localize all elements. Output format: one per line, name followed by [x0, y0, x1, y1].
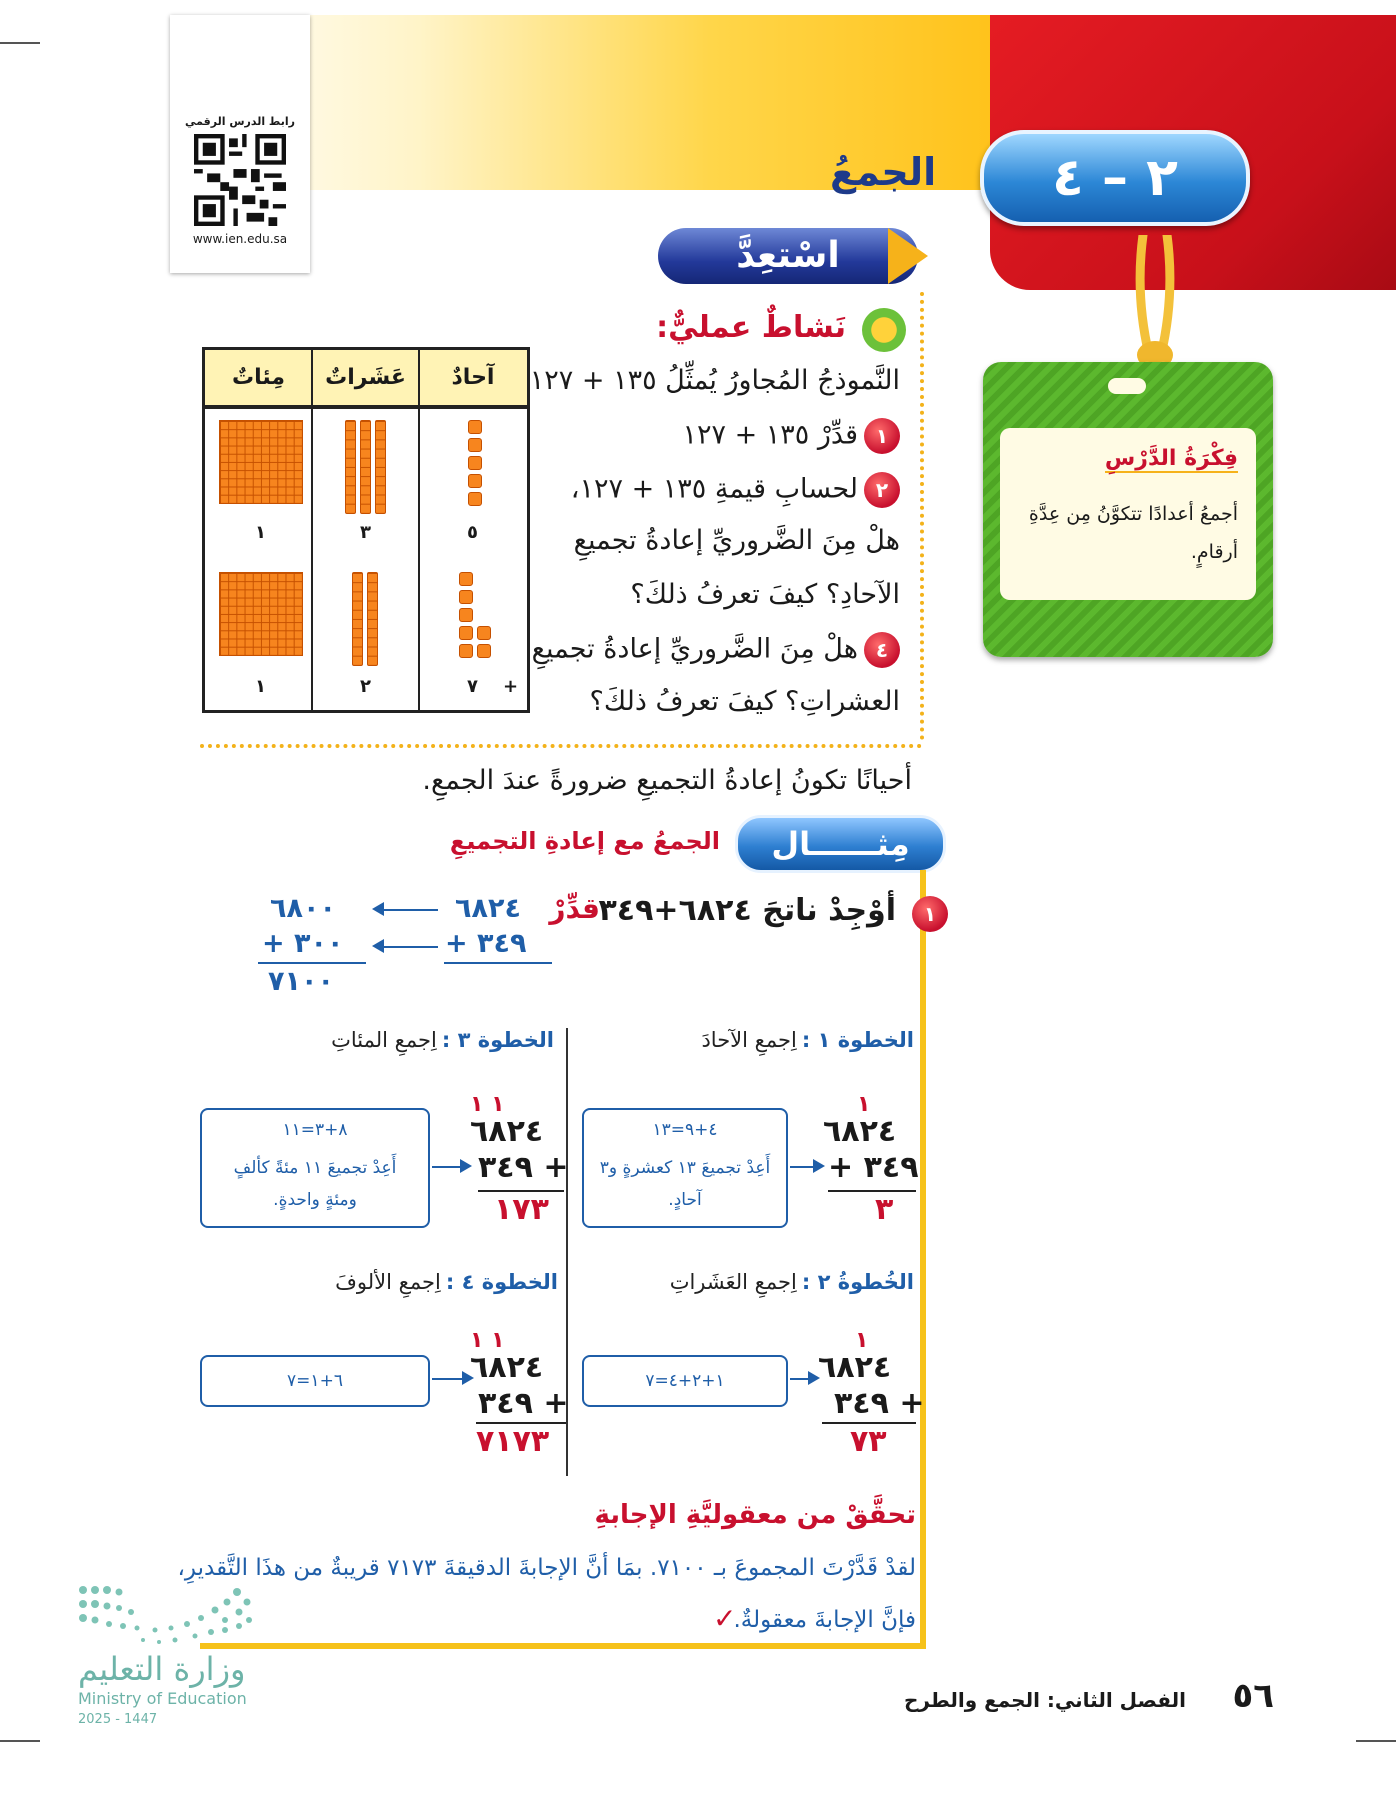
sum-note: ٦+١=٧ [200, 1355, 430, 1407]
activity-line: الآحادِ؟ كيفَ تعرفُ ذلكَ؟ [630, 579, 900, 610]
example-title: الجمعُ مع إعادةِ التجميعِ [449, 827, 720, 855]
lesson-idea-text: أجمعُ أعدادًا تتكوَّنُ مِن عِدَّةِ أرقامٍ. [1028, 503, 1238, 563]
estimate-word: قدِّرْ [549, 892, 600, 925]
count-tens: ٣ [360, 522, 371, 543]
example-banner: مِثــــــال [735, 815, 946, 873]
one-cube [468, 420, 482, 434]
step-3-heading: الخطوة ٣ : اِجمعِ المئاتِ [331, 1028, 554, 1052]
step-1-heading: الخطوة ١ : اِجمعِ الآحادَ [701, 1028, 914, 1052]
rounded-addend: ٦٨٠٠ [270, 893, 336, 924]
page-number: ٥٦ [1232, 1676, 1274, 1716]
carry-digit: ١ [857, 1092, 871, 1117]
arrow-icon [808, 1371, 820, 1385]
addend-top: ٦٨٢٤ [818, 1350, 892, 1385]
activity-line: النَّموذجُ المُجاورُ يُمثِّلُ ١٣٥ + ١٢٧ [529, 365, 900, 396]
check-text: فإنَّ الإجابةَ معقولةٌ. [733, 1607, 916, 1633]
hands-on-icon [862, 308, 906, 352]
addend-top: ٦٨٢٤ [470, 1114, 544, 1149]
qr-url[interactable]: www.ien.edu.sa [192, 232, 288, 246]
qr-label: رابط الدرس الرقمي [185, 115, 295, 128]
step-2-heading: الخُطوةُ ٢ : اِجمعِ العَشَراتِ [669, 1270, 914, 1294]
count-ones: ٧ [467, 676, 478, 697]
base-ten-table [202, 347, 530, 713]
one-cube [468, 492, 482, 506]
arrow-icon [460, 1159, 472, 1173]
qr-card[interactable] [170, 15, 310, 273]
check-text: لقدْ قَدَّرْتَ المجموعَ بـ ٧١٠٠. بمَا أنَّ الإجابةَ الدقيقةَ ٧١٧٣ قريبةٌ من هذَا التَّقديرِ، [177, 1555, 916, 1581]
step-badge: ٤ [864, 632, 900, 668]
chapter-label: الفصل الثاني: الجمع والطرح [904, 1688, 1186, 1712]
ten-rod [375, 420, 386, 514]
regroup-note: ٤+٩=١٣ أَعِدْ تجميعَ ١٣ كعشرةٍ و٣ آحادٍ. [582, 1108, 788, 1228]
one-cube [468, 474, 482, 488]
partial-result: ١٧٣ [494, 1192, 549, 1227]
ten-rod [360, 420, 371, 514]
regroup-note: ٨+٣=١١ أَعِدْ تجميعَ ١١ مئةً كألفٍ ومئةٍ واحدةٍ. [200, 1108, 430, 1228]
count-ones: ٥ [467, 522, 478, 543]
ten-rod [352, 572, 363, 666]
addend-top: ٦٨٢٤ [823, 1114, 897, 1149]
ministry-year: 2025 - 1447 [78, 1712, 158, 1727]
header-ones: آحادٌ [419, 350, 527, 409]
hundred-block [219, 572, 303, 656]
qr-code-icon[interactable] [194, 134, 286, 226]
activity-line: هلْ مِنَ الضَّروريِّ إعادةُ تجميعِ [573, 525, 900, 556]
partial-result: ٧٣ [850, 1424, 887, 1459]
question-badge: ١ [912, 896, 948, 932]
step-4-heading: الخطوة ٤ : اِجمعِ الألوفَ [335, 1270, 558, 1294]
estimate-sum: ٧١٠٠ [268, 966, 334, 997]
ministry-name-en: Ministry of Education [78, 1689, 247, 1708]
ten-rod [367, 572, 378, 666]
addend-bottom: ٣٤٩ + [478, 1386, 569, 1421]
one-cube [459, 572, 473, 586]
header-tens: عَشَراتٌ [312, 350, 419, 409]
addend-bottom: ٣٤٩ + [834, 1386, 925, 1421]
activity-line: العشراتِ؟ كيفَ تعرفُ ذلكَ؟ [589, 686, 900, 717]
addend-bottom: ٣٤٩ + [478, 1150, 569, 1185]
carry-digit: ١ ١ [470, 1092, 505, 1117]
lesson-number-badge: ٢ – ٤ [980, 130, 1250, 226]
carry-digit: ١ ١ [470, 1328, 505, 1353]
prepare-arrow-icon [888, 228, 928, 284]
addend-top: ٦٨٢٤ [470, 1350, 544, 1385]
lesson-idea-heading: فِكْرَةُ الدَّرْسِ [1104, 446, 1238, 471]
activity-item-4: ٤هلْ مِنَ الضَّروريِّ إعادةُ تجميعِ [520, 632, 900, 668]
prepare-banner: اسْتعِدَّ [658, 228, 918, 284]
activity-title: نَشاطٌ عمليٌّ: [656, 310, 846, 345]
one-cube [477, 644, 491, 658]
sum-note: ١+٢+٤=٧ [582, 1355, 788, 1407]
carry-digit: ١ [855, 1328, 869, 1353]
ten-rod [345, 420, 356, 514]
hundred-block [219, 420, 303, 504]
ministry-logo-icon [75, 1580, 255, 1655]
final-result: ٧١٧٣ [476, 1424, 550, 1459]
count-hundreds: ١ [255, 676, 266, 697]
one-cube [459, 608, 473, 622]
arrow-icon [372, 939, 384, 953]
check-title: تحقَّقْ من معقوليَّةِ الإجابةِ [594, 1500, 916, 1530]
one-cube [468, 438, 482, 452]
rounded-addend: + ٣٠٠ [262, 928, 344, 959]
ministry-name-ar: وزارة التعليم [78, 1650, 246, 1688]
count-hundreds: ١ [255, 522, 266, 543]
example-frame [920, 870, 926, 1646]
arrow-icon [372, 902, 384, 916]
one-cube [459, 590, 473, 604]
estimate-addend: ٦٨٢٤ [455, 893, 521, 924]
card-hole [1108, 378, 1146, 394]
one-cube [468, 456, 482, 470]
activity-item-1: ١قدِّرْ ١٣٥ + ١٢٧ [520, 418, 900, 454]
arrow-icon [462, 1371, 474, 1385]
addend-bottom: + ٣٤٩ [828, 1150, 919, 1185]
lesson-title: الجمعُ [830, 150, 937, 194]
estimate-addend: + ٣٤٩ [445, 928, 527, 959]
question-text: أوْجِدْ ناتجَ ٦٨٢٤+٣٤٩ [598, 893, 896, 928]
check-mark-icon: ✓ [713, 1602, 737, 1635]
count-tens: ٢ [360, 676, 371, 697]
dotted-divider [200, 744, 922, 748]
arrow-icon [813, 1159, 825, 1173]
step-badge: ٢ [864, 472, 900, 508]
header-hundreds: مِئاتٌ [205, 350, 312, 409]
one-cube [459, 644, 473, 658]
example-intro: أحيانًا تكونُ إعادةُ التجميعِ ضرورةً عندَ الجمعِ. [422, 765, 912, 796]
partial-result: ٣ [875, 1192, 894, 1227]
activity-item-2: ٢لحسابِ قيمةِ ١٣٥ + ١٢٧، [520, 472, 900, 508]
one-cube [477, 626, 491, 640]
dotted-divider [920, 292, 924, 740]
example-frame [200, 1643, 926, 1649]
plus-sign: + [503, 676, 519, 697]
one-cube [459, 626, 473, 640]
step-badge: ١ [864, 418, 900, 454]
